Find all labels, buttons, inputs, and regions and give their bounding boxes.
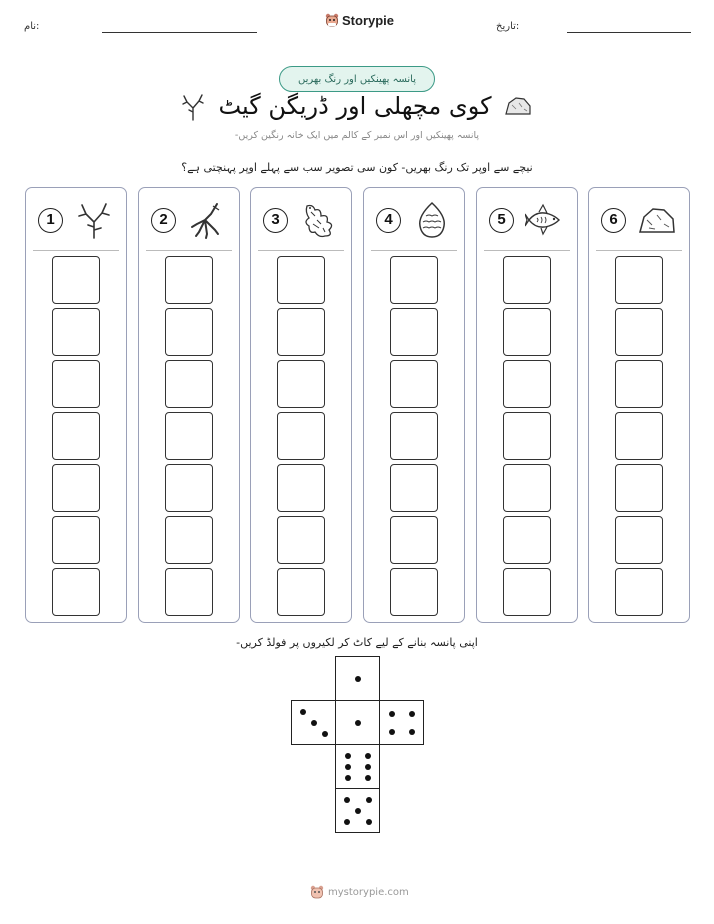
pip — [409, 729, 415, 735]
color-cell[interactable] — [165, 360, 213, 408]
color-cell[interactable] — [52, 308, 100, 356]
pip — [365, 764, 371, 770]
die-face-1 — [335, 656, 380, 701]
date-write-line[interactable] — [567, 32, 691, 33]
pip — [344, 797, 350, 803]
color-cell[interactable] — [52, 464, 100, 512]
pip — [344, 819, 350, 825]
rock-icon — [637, 200, 677, 240]
storypie-mascot-icon — [310, 884, 324, 900]
color-cell[interactable] — [277, 464, 325, 512]
die-face-6 — [335, 744, 380, 789]
color-cell[interactable] — [52, 360, 100, 408]
pip — [355, 808, 361, 814]
color-cell[interactable] — [165, 412, 213, 460]
race-column-4 — [363, 187, 465, 623]
color-cell[interactable] — [277, 308, 325, 356]
column-divider — [146, 250, 232, 251]
color-cell[interactable] — [277, 412, 325, 460]
storypie-mascot-icon — [325, 12, 339, 28]
die-face-1-center — [335, 700, 380, 745]
color-cell[interactable] — [390, 308, 438, 356]
pip — [389, 729, 395, 735]
rock-icon — [504, 95, 532, 117]
pip — [355, 676, 361, 682]
color-cell[interactable] — [615, 516, 663, 564]
name-label: نام: — [24, 21, 40, 32]
column-number: 6 — [601, 208, 626, 233]
color-cell[interactable] — [390, 568, 438, 616]
race-column-5 — [476, 187, 578, 623]
color-cell[interactable] — [615, 256, 663, 304]
name-write-line[interactable] — [102, 32, 257, 33]
dragon-claw-icon — [187, 200, 227, 240]
color-cell[interactable] — [277, 516, 325, 564]
pearl-icon — [412, 200, 452, 240]
color-cell[interactable] — [165, 516, 213, 564]
footer-url[interactable]: mystorypie.com — [328, 886, 409, 898]
dragon-icon — [299, 200, 339, 240]
color-cell[interactable] — [165, 568, 213, 616]
die-face-4 — [379, 700, 424, 745]
date-label: تاریخ: — [496, 21, 520, 32]
color-cell[interactable] — [390, 256, 438, 304]
pip — [355, 720, 361, 726]
column-divider — [258, 250, 344, 251]
color-cell[interactable] — [615, 464, 663, 512]
die-face-5 — [335, 788, 380, 833]
pip — [409, 711, 415, 717]
color-cell[interactable] — [52, 568, 100, 616]
color-cell[interactable] — [503, 412, 551, 460]
race-column-2 — [138, 187, 240, 623]
die-face-3 — [291, 700, 336, 745]
color-cell[interactable] — [390, 412, 438, 460]
color-cell[interactable] — [503, 568, 551, 616]
color-cell[interactable] — [52, 256, 100, 304]
cut-instruction: اپنی پانسہ بنانے کے لیے کاٹ کر لکیروں پر فولڈ کریں- — [236, 636, 478, 649]
color-cell[interactable] — [503, 464, 551, 512]
pip — [366, 797, 372, 803]
column-number: 1 — [38, 208, 63, 233]
color-cell[interactable] — [503, 360, 551, 408]
subtitle: پانسہ پھینکیں اور اس نمبر کے کالم میں ایک خانہ رنگین کریں- — [234, 130, 480, 141]
brand-logo — [325, 12, 394, 28]
color-cell[interactable] — [615, 360, 663, 408]
column-number: 5 — [489, 208, 514, 233]
pip — [345, 764, 351, 770]
pip — [389, 711, 395, 717]
color-cell[interactable] — [52, 412, 100, 460]
color-cell[interactable] — [503, 516, 551, 564]
color-cell[interactable] — [390, 464, 438, 512]
color-cell[interactable] — [503, 308, 551, 356]
antler-icon — [180, 92, 206, 122]
column-number: 4 — [376, 208, 401, 233]
color-cell[interactable] — [615, 412, 663, 460]
race-column-1 — [25, 187, 127, 623]
color-cell[interactable] — [615, 308, 663, 356]
color-cell[interactable] — [277, 256, 325, 304]
column-divider — [596, 250, 682, 251]
race-column-3 — [250, 187, 352, 623]
color-cell[interactable] — [52, 516, 100, 564]
activity-tag: پانسہ پھینکیں اور رنگ بھریں — [279, 66, 435, 92]
column-divider — [484, 250, 570, 251]
race-column-6 — [588, 187, 690, 623]
pip — [322, 731, 328, 737]
color-cell[interactable] — [165, 308, 213, 356]
pip — [365, 775, 371, 781]
pip — [345, 775, 351, 781]
instruction-text: نیچے سے اوپر تک رنگ بھریں- کون سی تصویر سب سے پہلے اوپر پہنچتی ہے؟ — [181, 161, 533, 174]
color-cell[interactable] — [390, 516, 438, 564]
footer — [310, 884, 409, 900]
pip — [345, 753, 351, 759]
column-divider — [33, 250, 119, 251]
color-cell[interactable] — [277, 568, 325, 616]
antler-icon — [74, 200, 114, 240]
pip — [366, 819, 372, 825]
brand-name: Storypie — [342, 12, 395, 28]
pip — [300, 709, 306, 715]
color-cell[interactable] — [615, 568, 663, 616]
page-title: کوی مچھلی اور ڈریگن گیٹ — [218, 92, 492, 120]
pip — [365, 753, 371, 759]
color-cell[interactable] — [503, 256, 551, 304]
column-divider — [371, 250, 457, 251]
koi-fish-icon — [525, 200, 565, 240]
pip — [311, 720, 317, 726]
color-cell[interactable] — [390, 360, 438, 408]
column-number: 3 — [263, 208, 288, 233]
color-cell[interactable] — [165, 464, 213, 512]
color-cell[interactable] — [277, 360, 325, 408]
color-cell[interactable] — [165, 256, 213, 304]
column-number: 2 — [151, 208, 176, 233]
